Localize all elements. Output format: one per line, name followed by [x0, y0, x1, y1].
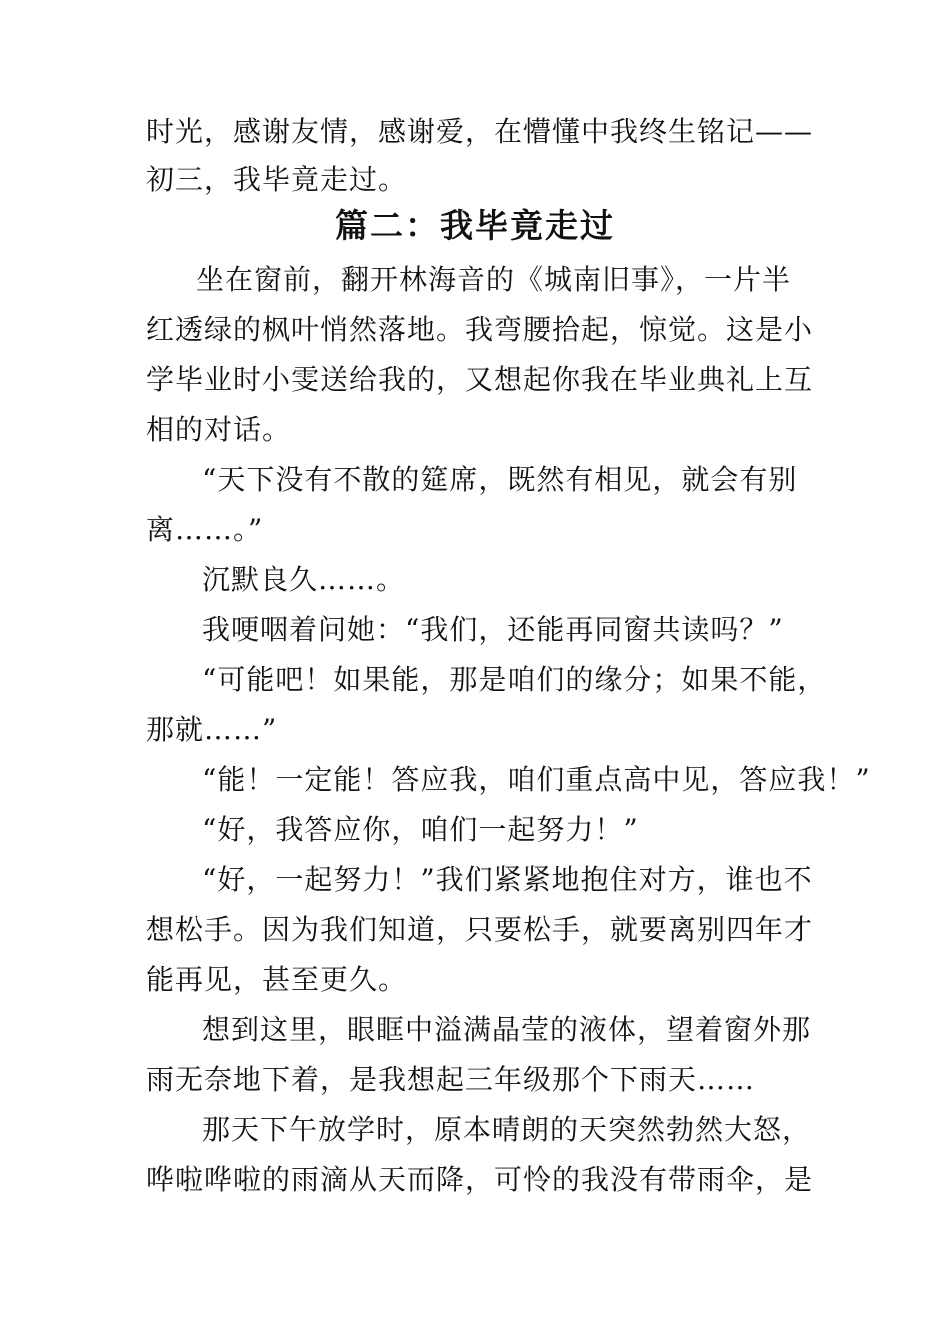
text-line: 沉默良久……。	[202, 563, 406, 596]
text-line: “好，一起努力！”我们紧紧地抱住对方，谁也不	[202, 863, 813, 896]
text-line: 时光，感谢友情，感谢爱，在懵懂中我终生铭记——	[146, 115, 814, 148]
text-line: 学毕业时小雯送给我的，又想起你我在毕业典礼上互	[146, 363, 814, 396]
text-line: “天下没有不散的筵席，既然有相见，就会有别	[202, 463, 798, 496]
section-title: 篇二：我毕竟走过	[335, 206, 615, 245]
text-line: 相的对话。	[146, 413, 292, 446]
text-line: “好，我答应你，咱们一起努力！”	[202, 813, 639, 846]
text-line: 初三，我毕竟走过。	[146, 163, 408, 196]
text-line: 我哽咽着问她：“我们，还能再同窗共读吗？”	[202, 613, 784, 646]
text-line: 坐在窗前，翻开林海音的《城南旧事》，一片半	[196, 263, 792, 296]
text-line: “能！一定能！答应我，咱们重点高中见，答应我！”	[202, 763, 871, 796]
text-line: 哗啦哗啦的雨滴从天而降，可怜的我没有带雨伞，是	[146, 1163, 814, 1196]
text-line: 那就……”	[146, 713, 278, 746]
text-line: 红透绿的枫叶悄然落地。我弯腰拾起，惊觉。这是小	[146, 313, 814, 346]
text-line: 想松手。因为我们知道，只要松手，就要离别四年才	[146, 913, 814, 946]
text-line: 能再见，甚至更久。	[146, 963, 408, 996]
text-line: 那天下午放学时，原本晴朗的天突然勃然大怒，	[202, 1113, 812, 1146]
text-line: 雨无奈地下着，是我想起三年级那个下雨天……	[146, 1063, 756, 1096]
text-line: 离……。”	[146, 513, 264, 546]
text-line: 想到这里，眼眶中溢满晶莹的液体，望着窗外那	[202, 1013, 812, 1046]
text-line: “可能吧！如果能，那是咱们的缘分；如果不能，	[202, 663, 827, 696]
